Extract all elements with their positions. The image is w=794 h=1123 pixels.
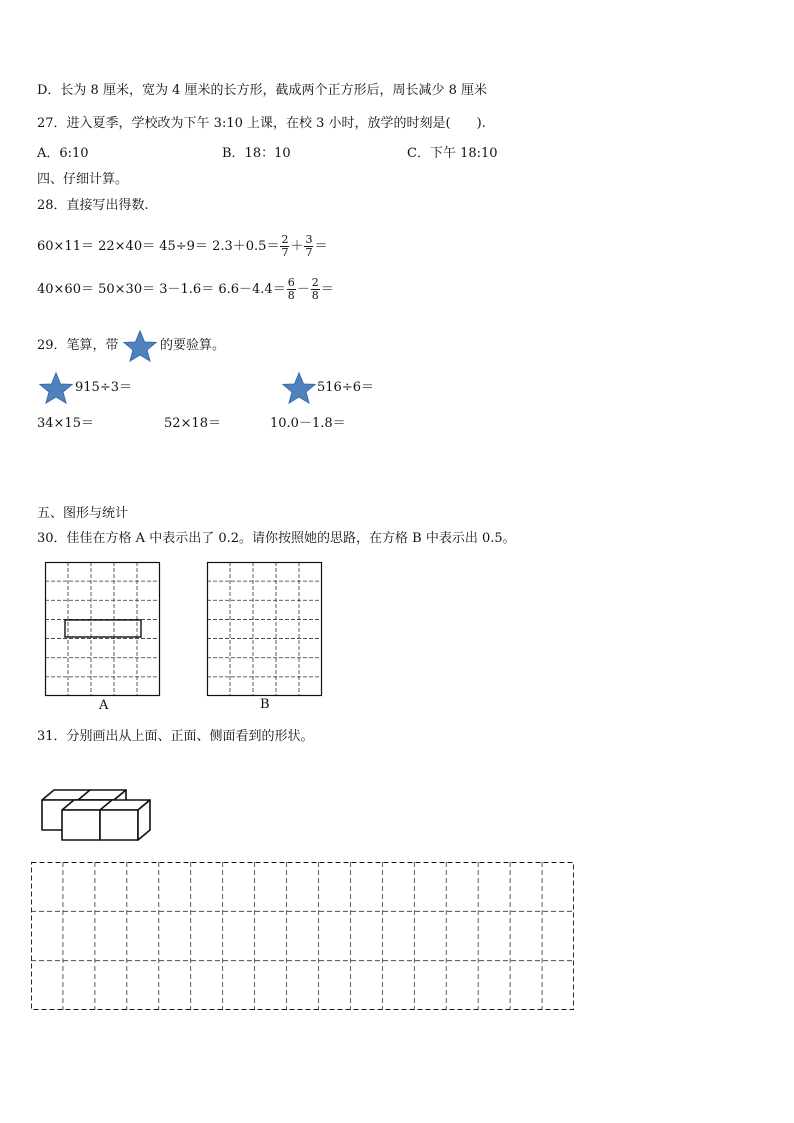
denominator: 8 [311,289,319,302]
numerator: 3 [305,233,313,246]
fraction [311,277,320,302]
q28-r2-item: 3－1.6＝ [159,282,215,297]
operator: ＋ [290,239,304,254]
q26-option-d: D．长为 8 厘米，宽为 4 厘米的长方形，截成两个正方形后，周长减少 8 厘米 [37,83,488,98]
q29-plain-2: 52×18＝ [164,416,221,431]
q30-stem: 30．佳佳在方格 A 中表示出了 0.2。请你按照她的思路，在方格 B 中表示出 0.5。 [37,531,516,546]
grid-a-label: A [99,698,109,713]
q28-r1-item: 45÷9＝ [159,239,208,254]
denominator: 7 [281,246,289,259]
q27-option-b: B．18：10 [222,146,291,161]
q29-starred-1: 915÷3＝ [75,380,132,395]
star-icon [38,372,74,404]
shaded-region [65,620,141,637]
fraction [280,234,289,259]
equals: ＝ [314,239,328,254]
numerator: 6 [287,276,295,289]
star-icon [281,372,317,404]
q29-plain-3: 10.0－1.8＝ [270,416,346,431]
fraction [287,277,296,302]
q28-r1-item: 2.3＋0.5＝ [212,239,280,254]
cube-figure [40,788,144,842]
q27-stem: 27．进入夏季，学校改为下午 3:10 上课，在校 3 小时，放学的时刻是( ). [37,116,486,131]
q28-r1-item: 22×40＝ [98,239,156,254]
q28-stem: 28．直接写出得数. [37,198,149,213]
section5-title: 五、图形与统计 [37,506,129,521]
q29-stem-after: 的要验算。 [160,338,226,353]
numerator: 2 [311,276,319,289]
section4-title: 四、仔细计算。 [37,172,129,187]
fraction [304,234,313,259]
grid-a [45,562,160,696]
grid-border [208,563,322,696]
grid-b[interactable] [207,562,322,696]
q28-r2-item: 50×30＝ [98,282,156,297]
q28-r1-item: 60×11＝ [37,239,94,254]
grid-border [32,863,574,1010]
denominator: 8 [287,289,295,302]
equals: ＝ [320,282,334,297]
star-icon [122,330,158,362]
q31-stem: 31．分别画出从上面、正面、侧面看到的形状。 [37,729,314,744]
q28-r2-item: 40×60＝ [37,282,94,297]
q29-starred-2: 516÷6＝ [317,380,374,395]
numerator: 2 [281,233,289,246]
q28-r2-item: 6.6－4.4＝ [218,282,286,297]
grid-b-label: B [260,697,270,712]
operator: － [296,282,310,297]
q29-plain-1: 34×15＝ [37,416,94,431]
denominator: 7 [305,246,313,259]
grid-border [46,563,160,696]
q28-row2 [37,277,334,302]
q28-row1 [37,234,328,259]
answer-grid[interactable] [31,862,574,1010]
q27-option-a: A．6:10 [37,146,89,161]
q29-stem-before: 29．笔算，带 [37,338,119,353]
q27-option-c: C．下午 18:10 [407,146,498,161]
